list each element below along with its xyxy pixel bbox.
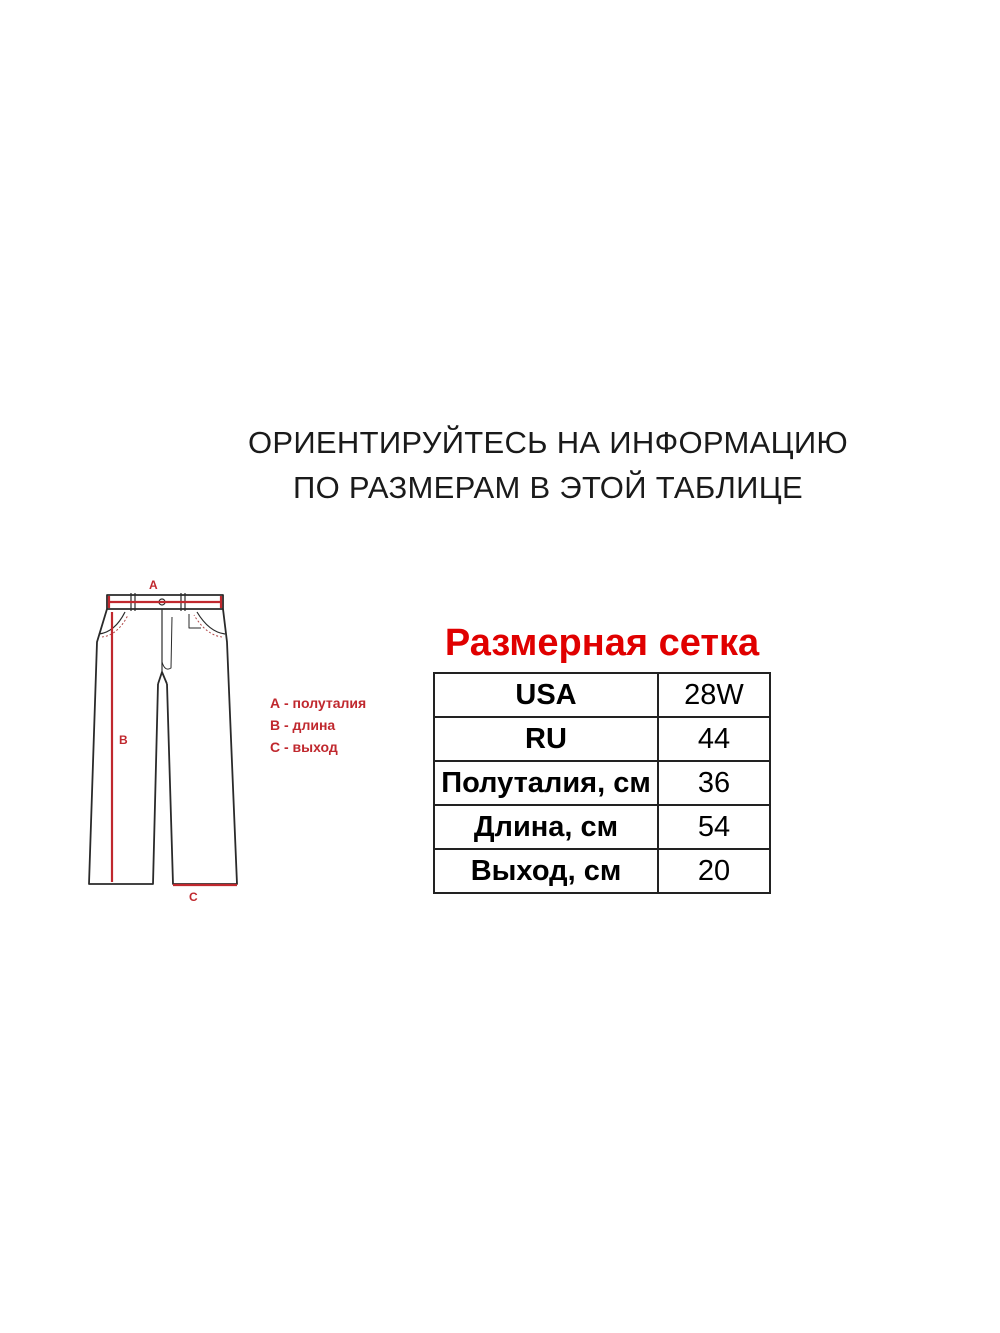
legend-item-b: В - длина: [270, 717, 336, 733]
table-row: [434, 717, 770, 761]
table-row: [434, 673, 770, 717]
row-value-leg-opening: 20: [658, 849, 770, 893]
row-label-ru: RU: [434, 717, 658, 761]
page-heading: [0, 420, 1000, 510]
row-value-half-waist: 36: [658, 761, 770, 805]
row-label-leg-opening: Выход, см: [434, 849, 658, 893]
heading-line-2: ПО РАЗМЕРАМ В ЭТОЙ ТАБЛИЦЕ: [293, 470, 803, 505]
row-value-ru: 44: [658, 717, 770, 761]
label-a: A: [149, 578, 158, 592]
pants-measurement-diagram: [85, 572, 245, 907]
label-b: B: [119, 733, 128, 747]
size-table: [433, 672, 771, 894]
legend-item-a: А - полуталия: [270, 695, 367, 711]
row-label-length: Длина, см: [434, 805, 658, 849]
table-row: [434, 805, 770, 849]
label-c: C: [189, 890, 198, 904]
row-value-usa: 28W: [658, 673, 770, 717]
row-label-usa: USA: [434, 673, 658, 717]
legend-item-c: С - выход: [270, 739, 338, 755]
size-table-title: Размерная сетка: [444, 622, 760, 664]
heading-line-1: ОРИЕНТИРУЙТЕСЬ НА ИНФОРМАЦИЮ: [247, 425, 849, 460]
table-row: [434, 849, 770, 893]
row-label-half-waist: Полуталия, см: [434, 761, 658, 805]
row-value-length: 54: [658, 805, 770, 849]
measurement-legend: [270, 692, 366, 758]
table-row: [434, 761, 770, 805]
